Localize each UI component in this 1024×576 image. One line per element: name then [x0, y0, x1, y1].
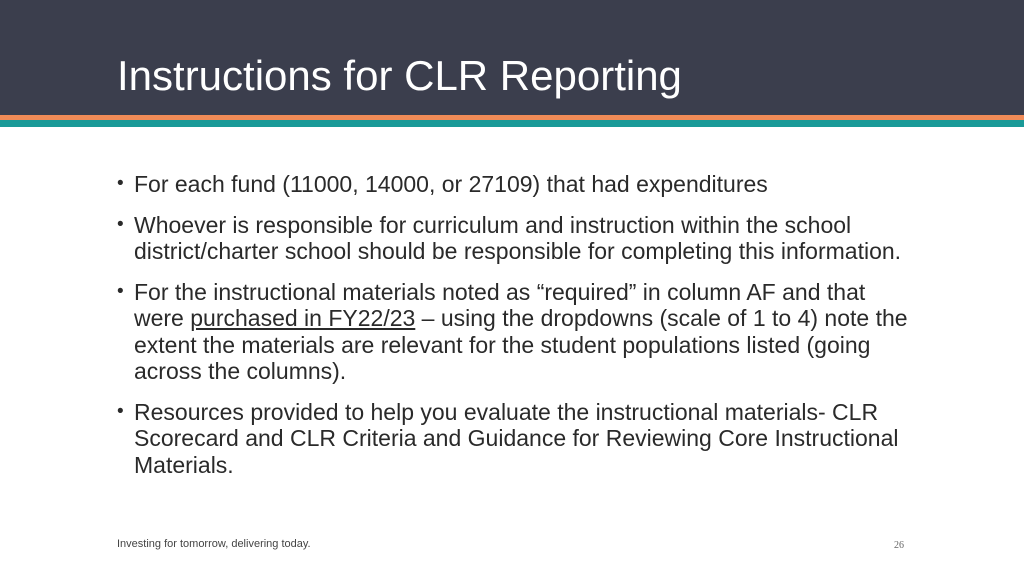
bullet-text: Resources provided to help you evaluate the instructional materials- CLR Scorecard and CLR Criteria and Guidance for Reviewing Core Instructional Materials.: [134, 398, 899, 478]
title-bar: [0, 0, 1024, 115]
bullet-icon: •: [117, 400, 124, 422]
slide-title: Instructions for CLR Reporting: [117, 52, 682, 99]
bullet-item: [117, 171, 917, 198]
bullet-item: [117, 279, 917, 385]
bullet-text-after: – using the dropdowns (scale of 1 to 4) note the extent the materials are relevant for the student populations listed (going across the columns).: [134, 305, 908, 384]
bullet-text: Whoever is responsible for curriculum and instruction within the school district/charter school should be responsible for completing this information.: [134, 211, 902, 264]
page-number: 26: [894, 540, 904, 551]
bullet-list: [117, 171, 917, 492]
bullet-icon: •: [117, 173, 124, 194]
bullet-text-before: For the instructional materials noted as “required” in column AF and that were: [134, 278, 866, 331]
accent-stripe-teal: [0, 120, 1024, 127]
footer-tagline: Investing for tomorrow, delivering today.: [117, 538, 311, 550]
bullet-text: For each fund (11000, 14000, or 27109) that had expenditures: [134, 171, 768, 197]
bullet-item: [117, 212, 917, 265]
underlined-phrase: purchased in FY22/23: [190, 305, 416, 331]
bullet-item: [117, 399, 917, 479]
bullet-icon: •: [117, 280, 124, 302]
bullet-icon: •: [117, 213, 124, 235]
